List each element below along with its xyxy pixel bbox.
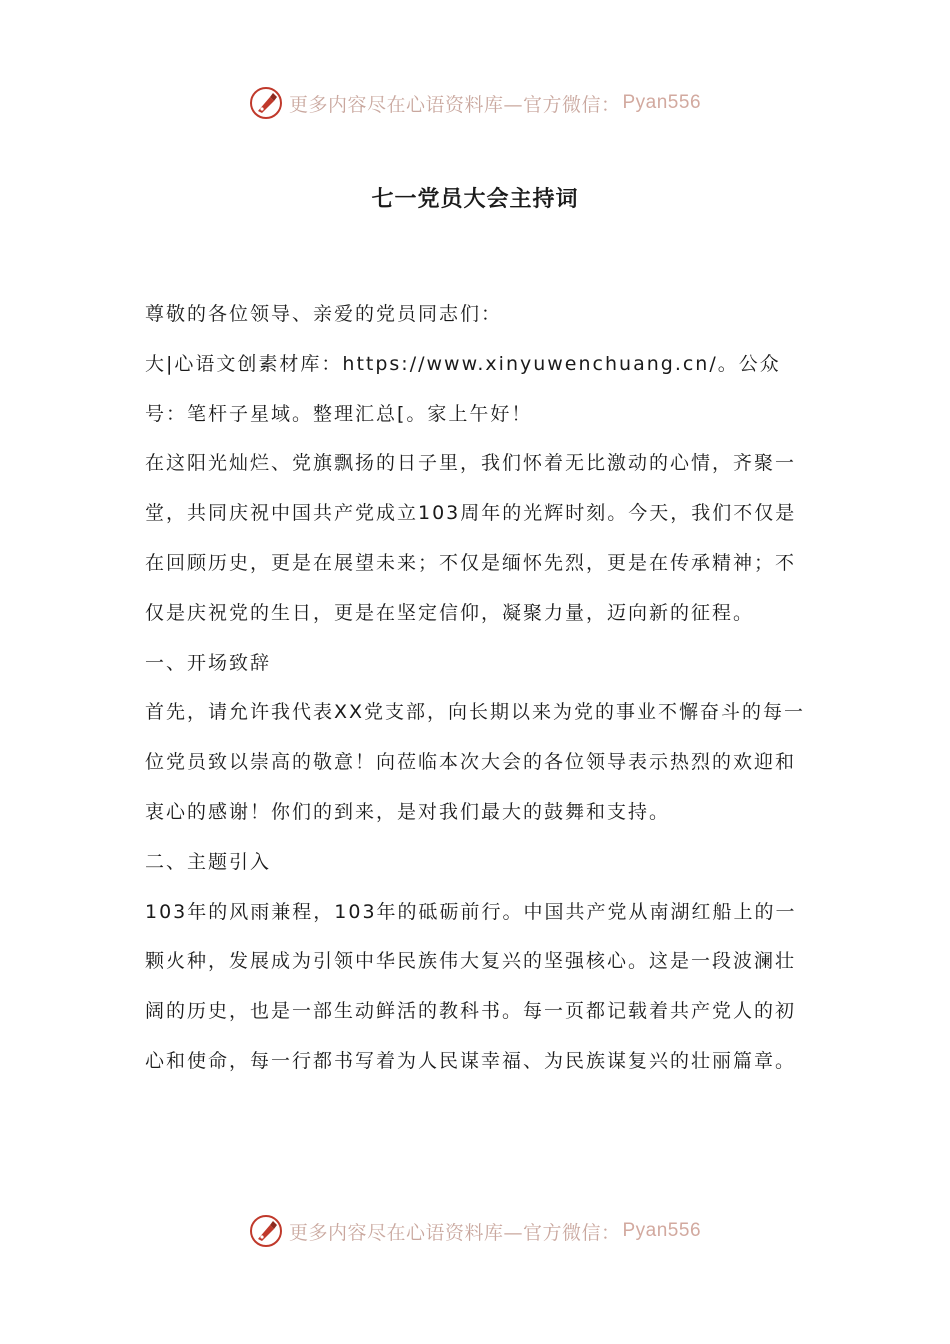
footer-watermark — [0, 1214, 950, 1248]
watermark-text: 更多内容尽在心语资料库—官方微信： — [288, 1221, 621, 1244]
paragraph-welcome: 首先，请允许我代表XX党支部，向长期以来为党的事业不懈奋斗的每一位党员致以崇高的敬意！向莅临本次大会的各位领导表示热烈的欢迎和衷心的感谢！你们的到来，是对我们最大的鼓舞和支持。 — [145, 701, 806, 823]
document-title: 七一党员大会主持词 — [371, 187, 579, 212]
section-heading-1: 一、开场致辞 — [145, 651, 272, 674]
watermark-wechat-id: Pyan556 — [622, 1220, 702, 1241]
watermark-text: 更多内容尽在心语资料库—官方微信： — [288, 93, 621, 116]
section-heading-2: 二、主题引入 — [145, 850, 272, 873]
paragraph-history: 103年的风雨兼程，103年的砥砺前行。中国共产党从南湖红船上的一颗火种，发展成为引领中华民族伟大复兴的坚强核心。这是一段波澜壮阔的历史，也是一部生动鲜活的教科书。每一页都记载着共产党人的初心和使命，每一行都书写着为人民谋幸福、为民族谋复兴的壮丽篇章。 — [145, 900, 797, 1072]
watermark-wechat-id: Pyan556 — [622, 92, 702, 113]
pen-nib-logo-icon — [249, 86, 283, 120]
pen-nib-logo-icon — [249, 1214, 283, 1248]
paragraph-intro: 在这阳光灿烂、党旗飘扬的日子里，我们怀着无比激动的心情，齐聚一堂，共同庆祝中国共产党成立103周年的光辉时刻。今天，我们不仅是在回顾历史，更是在展望未来；不仅是缅怀先烈，更是在传承精神；不仅是庆祝党的生日，更是在坚定信仰，凝聚力量，迈向新的征程。 — [145, 452, 797, 624]
paragraph-greeting: 尊敬的各位领导、亲爱的党员同志们： — [145, 303, 503, 325]
header-watermark — [0, 86, 950, 120]
document-body — [145, 290, 807, 1087]
paragraph-opening: 大|心语文创素材库：https://www.xinyuwenchuang.cn/。公众号：笔杆子星域。整理汇总[。家上午好！ — [145, 352, 781, 425]
